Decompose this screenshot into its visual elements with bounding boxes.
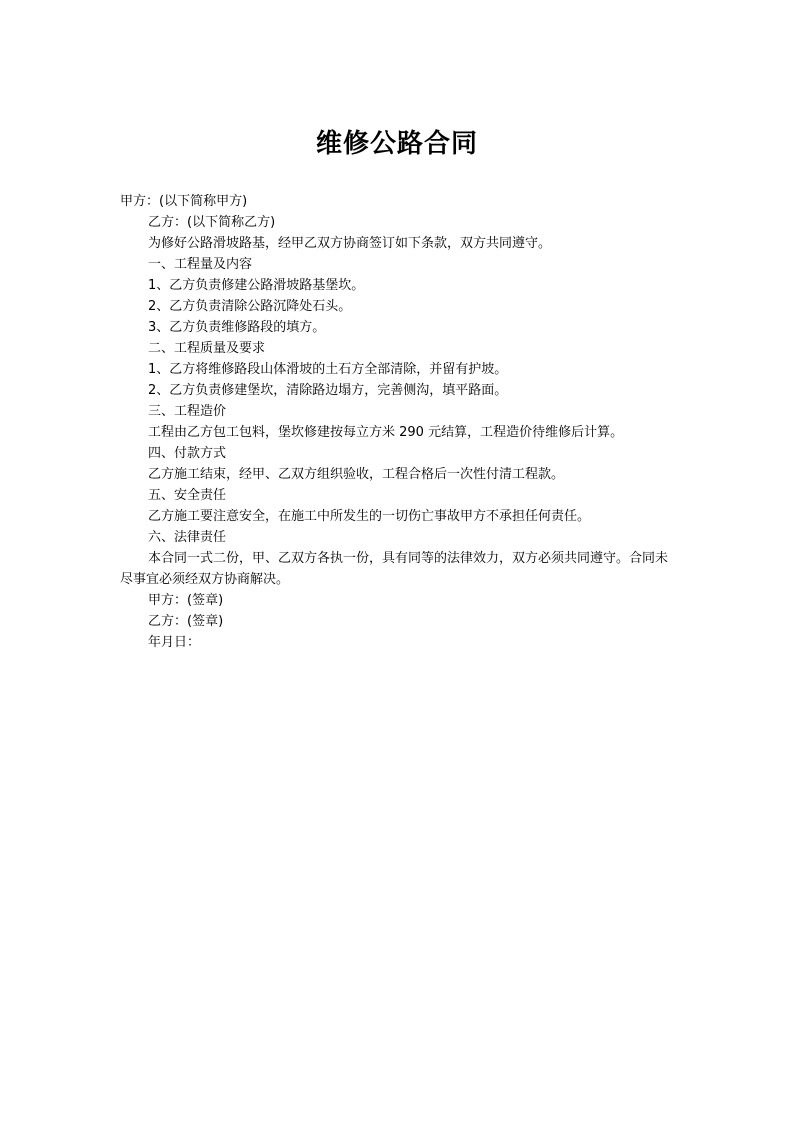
document-body — [120, 191, 680, 653]
section-4-heading: 四、付款方式 — [148, 446, 227, 461]
intro-paragraph: 为修好公路滑坡路基，经甲乙双方协商签订如下条款，双方共同遵守。 — [148, 236, 552, 251]
section-5-text: 乙方施工要注意安全，在施工中所发生的一切伤亡事故甲方不承担任何责任。 — [148, 509, 591, 524]
section-1-item: 1、乙方负责修建公路滑坡路基堡坎。 — [148, 278, 365, 293]
document-title: 维修公路合同 — [315, 129, 478, 159]
section-5-heading: 五、安全责任 — [148, 488, 227, 503]
party-a-line: 甲方：(以下简称甲方) — [120, 194, 248, 209]
section-2-item: 1、乙方将维修路段山体滑坡的土石方全部清除，并留有护坡。 — [148, 362, 508, 377]
section-3-heading: 三、工程造价 — [148, 404, 227, 419]
section-2-heading: 二、工程质量及要求 — [148, 341, 266, 356]
section-6-text: 本合同一式二份，甲、乙双方各执一份，具有同等的法律效力，双方必须共同遵守。合同未尽事宜必须经双方协商解决。 — [120, 551, 669, 587]
signature-party-b: 乙方：(签章) — [148, 614, 224, 629]
section-1-heading: 一、工程量及内容 — [148, 257, 253, 272]
section-6-heading: 六、法律责任 — [148, 530, 227, 545]
section-1-item: 2、乙方负责清除公路沉降处石头。 — [148, 299, 352, 314]
signature-date: 年月日： — [148, 635, 201, 650]
section-3-text: 工程由乙方包工包料，堡坎修建按每立方米 290 元结算，工程造价待维修后计算。 — [148, 425, 624, 440]
section-4-text: 乙方施工结束，经甲、乙双方组织验收，工程合格后一次性付清工程款。 — [148, 467, 565, 482]
section-2-item: 2、乙方负责修建堡坎，清除路边塌方，完善侧沟，填平路面。 — [148, 383, 508, 398]
signature-party-a: 甲方：(签章) — [148, 593, 224, 608]
party-b-line: 乙方：(以下简称乙方) — [148, 215, 276, 230]
section-1-item: 3、乙方负责维修路段的填方。 — [148, 320, 326, 335]
